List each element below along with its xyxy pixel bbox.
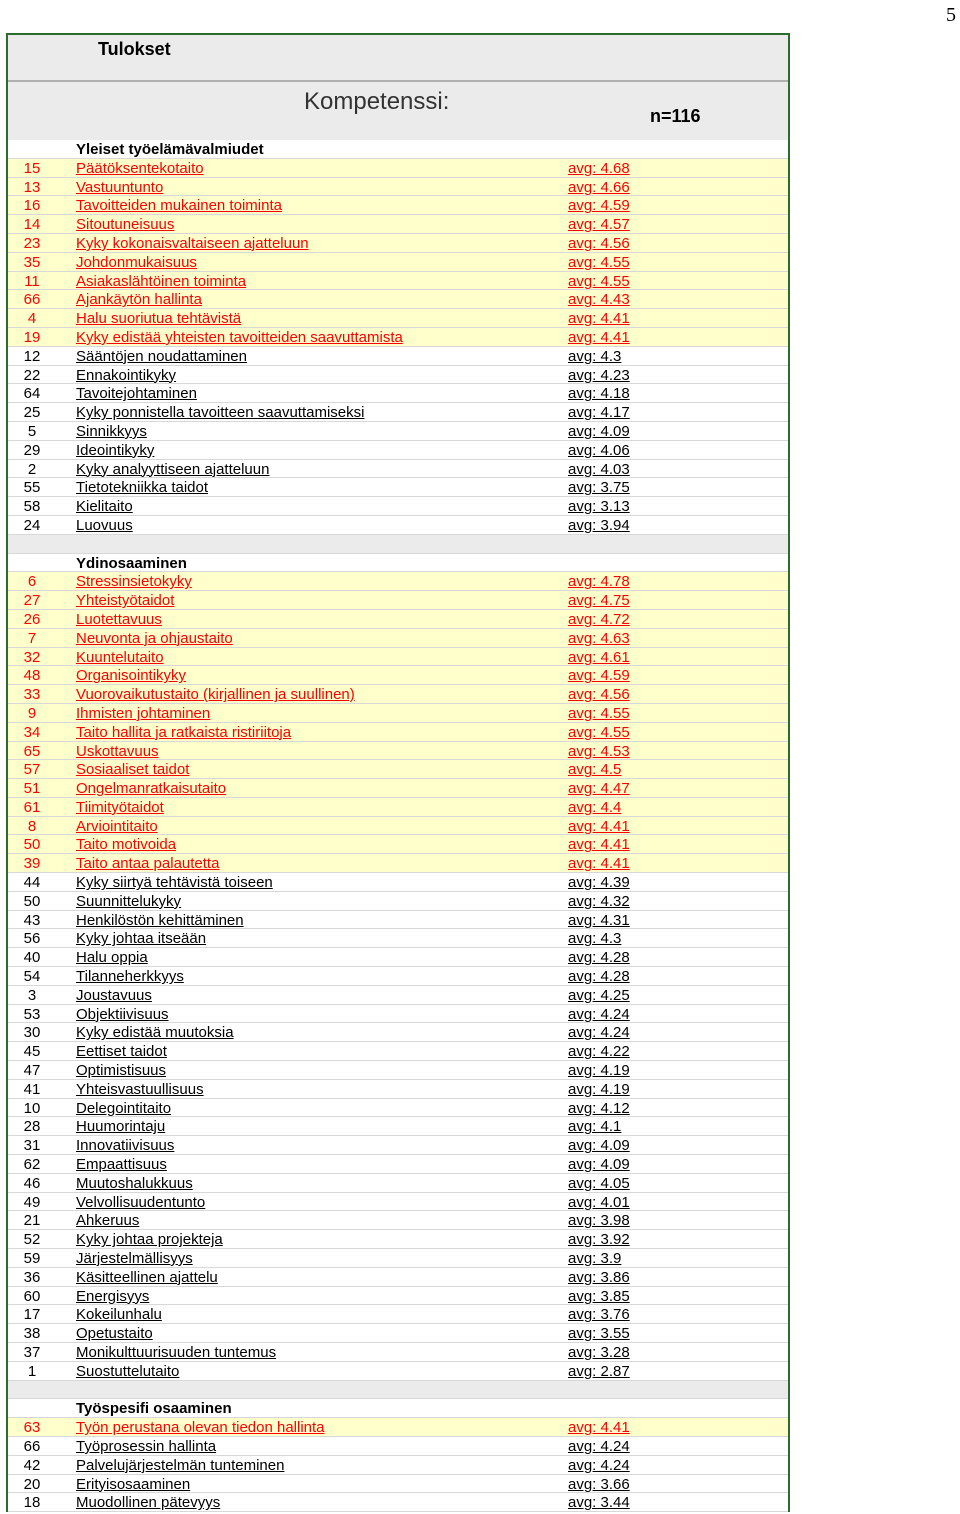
- competence-number: 42: [23, 1456, 41, 1474]
- competence-number: 60: [23, 1287, 41, 1305]
- competence-label: Yhteistyötaidot: [76, 592, 175, 610]
- competence-row: [8, 422, 788, 441]
- spacer-row: [8, 1381, 788, 1400]
- competence-number: 59: [23, 1250, 41, 1268]
- competence-row: [8, 760, 788, 779]
- competence-row: [8, 1080, 788, 1099]
- competence-number: 56: [23, 930, 41, 948]
- competence-average: avg: 4.55: [568, 723, 630, 741]
- competence-number: 2: [27, 460, 37, 478]
- competence-row: [8, 328, 788, 347]
- competence-row: [8, 1174, 788, 1193]
- competence-number: 1: [27, 1362, 37, 1380]
- competence-number: 34: [23, 723, 41, 741]
- competence-number: 62: [23, 1156, 41, 1174]
- competence-number: 27: [23, 592, 41, 610]
- competence-average: avg: 4.57: [568, 216, 630, 234]
- competence-row: [8, 366, 788, 385]
- competence-row: [8, 1418, 788, 1437]
- competence-row: [8, 1211, 788, 1230]
- competence-average: avg: 4.32: [568, 892, 630, 910]
- competence-number: 12: [23, 347, 41, 365]
- competence-average: avg: 3.9: [568, 1250, 622, 1268]
- competence-number: 14: [23, 216, 41, 234]
- competence-label: Kuuntelutaito: [76, 648, 164, 666]
- competence-number: 35: [23, 253, 41, 271]
- competence-average: avg: 4.1: [568, 1118, 622, 1136]
- competence-average: avg: 4.55: [568, 272, 630, 290]
- competence-average: avg: 4.24: [568, 1456, 630, 1474]
- competence-label: Kyky ponnistella tavoitteen saavuttamiseksi: [76, 404, 365, 422]
- competence-label: Energisyys: [76, 1287, 150, 1305]
- competence-average: avg: 4.03: [568, 460, 630, 478]
- competence-average: avg: 4.31: [568, 911, 630, 929]
- competence-row: [8, 967, 788, 986]
- competence-average: avg: 4.55: [568, 253, 630, 271]
- competence-number: 11: [24, 272, 40, 290]
- competence-number: 18: [23, 1494, 41, 1512]
- competence-label: Käsitteellinen ajattelu: [76, 1268, 218, 1286]
- competence-label: Ideointikyky: [76, 441, 155, 459]
- competence-label: Joustavuus: [76, 986, 152, 1004]
- competence-number: 63: [23, 1419, 41, 1437]
- competence-label: Suunnittelukyky: [76, 892, 182, 910]
- competence-average: avg: 4.23: [568, 366, 630, 384]
- competence-row: [8, 1343, 788, 1362]
- competence-label: Halu oppia: [76, 949, 148, 967]
- competence-number: 64: [23, 385, 41, 403]
- competence-number: 65: [23, 742, 41, 760]
- page-number: 5: [946, 4, 956, 26]
- competence-number: 61: [23, 798, 41, 816]
- competence-row: [8, 685, 788, 704]
- competence-average: avg: 4.09: [568, 1156, 630, 1174]
- competence-label: Kyky siirtyä tehtävistä toiseen: [76, 874, 273, 892]
- competence-row: [8, 1249, 788, 1268]
- competence-average: avg: 3.98: [568, 1212, 630, 1230]
- competence-label: Arviointitaito: [76, 817, 158, 835]
- competence-row: [8, 798, 788, 817]
- competence-label: Velvollisuudentunto: [76, 1193, 206, 1211]
- competence-number: 10: [23, 1099, 41, 1117]
- results-sheet: [6, 33, 790, 1512]
- competence-number: 9: [27, 704, 37, 722]
- competence-number: 15: [23, 159, 41, 177]
- competence-row: [8, 1005, 788, 1024]
- competence-row: [8, 1437, 788, 1456]
- competence-label: Muutoshalukkuus: [76, 1174, 193, 1192]
- competence-row: [8, 666, 788, 685]
- competence-label: Uskottavuus: [76, 742, 159, 760]
- competence-label: Päätöksentekotaito: [76, 159, 204, 177]
- competence-label: Kyky edistää muutoksia: [76, 1024, 234, 1042]
- competence-row: [8, 986, 788, 1005]
- competence-number: 23: [23, 234, 41, 252]
- competence-average: avg: 4.41: [568, 310, 630, 328]
- competence-number: 41: [23, 1080, 41, 1098]
- competence-row: [8, 1324, 788, 1343]
- competence-average: avg: 4.59: [568, 197, 630, 215]
- competence-average: avg: 4.75: [568, 592, 630, 610]
- competence-average: avg: 4.12: [568, 1099, 630, 1117]
- competence-average: avg: 4.17: [568, 404, 630, 422]
- competence-row: [8, 234, 788, 253]
- competence-label: Tiimityötaidot: [76, 798, 164, 816]
- competence-row: [8, 1061, 788, 1080]
- competence-row: [8, 648, 788, 667]
- competence-number: 26: [23, 610, 41, 628]
- competence-row: [8, 1117, 788, 1136]
- competence-average: avg: 4.4: [568, 798, 622, 816]
- section-heading-row: [8, 140, 788, 159]
- competence-average: avg: 4.28: [568, 968, 630, 986]
- competence-table: [8, 140, 788, 1512]
- competence-number: 66: [23, 291, 41, 309]
- competence-row: [8, 309, 788, 328]
- competence-label: Sääntöjen noudattaminen: [76, 347, 247, 365]
- competence-average: avg: 4.41: [568, 817, 630, 835]
- competence-row: [8, 572, 788, 591]
- competence-heading: Kompetenssi:: [304, 88, 450, 115]
- competence-average: avg: 3.86: [568, 1268, 630, 1286]
- competence-row: [8, 1475, 788, 1494]
- competence-number: 53: [23, 1005, 41, 1023]
- competence-average: avg: 4.43: [568, 291, 630, 309]
- competence-average: avg: 4.41: [568, 328, 630, 346]
- competence-number: 55: [23, 479, 41, 497]
- competence-average: avg: 4.06: [568, 441, 630, 459]
- section-heading-row: [8, 1399, 788, 1418]
- competence-row: [8, 892, 788, 911]
- competence-average: avg: 4.25: [568, 986, 630, 1004]
- competence-row: [8, 817, 788, 836]
- competence-average: avg: 3.92: [568, 1231, 630, 1249]
- competence-average: avg: 4.18: [568, 385, 630, 403]
- competence-label: Tietotekniikka taidot: [76, 479, 209, 497]
- competence-average: avg: 4.24: [568, 1005, 630, 1023]
- competence-average: avg: 3.66: [568, 1475, 630, 1493]
- competence-average: avg: 4.01: [568, 1193, 630, 1211]
- competence-number: 3: [27, 986, 37, 1004]
- competence-label: Tavoitejohtaminen: [76, 385, 197, 403]
- competence-average: avg: 4.28: [568, 949, 630, 967]
- competence-average: avg: 3.76: [568, 1306, 630, 1324]
- competence-number: 37: [23, 1344, 41, 1361]
- competence-row: [8, 290, 788, 309]
- title-row: [8, 35, 788, 82]
- competence-label: Henkilöstön kehittäminen: [76, 911, 244, 929]
- competence-row: [8, 1042, 788, 1061]
- competence-label: Työprosessin hallinta: [76, 1437, 217, 1455]
- competence-row: [8, 215, 788, 234]
- competence-row: [8, 1493, 788, 1512]
- competence-label: Optimistisuus: [76, 1062, 167, 1080]
- competence-label: Taito hallita ja ratkaista ristiriitoja: [76, 723, 292, 741]
- competence-average: avg: 3.28: [568, 1344, 630, 1361]
- competence-number: 7: [27, 629, 37, 647]
- competence-row: [8, 1287, 788, 1306]
- competence-number: 52: [23, 1231, 41, 1249]
- section-heading: Työspesifi osaaminen: [76, 1400, 232, 1418]
- competence-label: Kyky edistää yhteisten tavoitteiden saavuttamista: [76, 328, 403, 346]
- competence-row: [8, 253, 788, 272]
- competence-row: [8, 948, 788, 967]
- competence-number: 22: [23, 366, 41, 384]
- competence-label: Ennakointikyky: [76, 366, 177, 384]
- competence-number: 19: [23, 328, 41, 346]
- competence-row: [8, 629, 788, 648]
- competence-row: [8, 384, 788, 403]
- competence-label: Muodollinen pätevyys: [76, 1494, 221, 1512]
- sheet-title: Tulokset: [98, 39, 171, 59]
- competence-label: Luotettavuus: [76, 610, 162, 628]
- competence-average: avg: 3.75: [568, 479, 630, 497]
- competence-label: Eettiset taidot: [76, 1043, 167, 1061]
- competence-row: [8, 704, 788, 723]
- competence-row: [8, 1456, 788, 1475]
- competence-label: Stressinsietokyky: [76, 573, 192, 591]
- competence-label: Kyky kokonaisvaltaiseen ajatteluun: [76, 234, 309, 252]
- competence-average: avg: 4.41: [568, 1419, 630, 1437]
- competence-label: Järjestelmällisyys: [76, 1250, 193, 1268]
- competence-number: 29: [23, 441, 41, 459]
- competence-label: Asiakaslähtöinen toiminta: [76, 272, 247, 290]
- competence-number: 13: [23, 178, 41, 196]
- competence-row: [8, 1362, 788, 1381]
- competence-header-row: [8, 82, 788, 140]
- competence-label: Tavoitteiden mukainen toiminta: [76, 197, 282, 215]
- competence-average: avg: 3.44: [568, 1494, 630, 1512]
- competence-row: [8, 873, 788, 892]
- competence-average: avg: 4.63: [568, 629, 630, 647]
- competence-number: 16: [23, 197, 41, 215]
- competence-label: Organisointikyky: [76, 667, 187, 685]
- competence-label: Empaattisuus: [76, 1156, 167, 1174]
- competence-number: 43: [23, 911, 41, 929]
- section-heading: Yleiset työelämävalmiudet: [76, 141, 264, 158]
- competence-average: avg: 4.53: [568, 742, 630, 760]
- competence-label: Kyky johtaa projekteja: [76, 1231, 223, 1249]
- competence-number: 49: [23, 1193, 41, 1211]
- competence-number: 58: [23, 498, 41, 516]
- competence-label: Kielitaito: [76, 498, 133, 516]
- competence-label: Kyky analyyttiseen ajatteluun: [76, 460, 270, 478]
- competence-label: Ihmisten johtaminen: [76, 704, 211, 722]
- competence-number: 8: [27, 817, 37, 835]
- competence-average: avg: 4.68: [568, 159, 630, 177]
- competence-average: avg: 4.22: [568, 1043, 630, 1061]
- competence-row: [8, 779, 788, 798]
- competence-number: 24: [23, 516, 41, 534]
- competence-label: Sitoutuneisuus: [76, 216, 175, 234]
- competence-row: [8, 159, 788, 178]
- competence-row: [8, 516, 788, 535]
- competence-label: Ongelmanratkaisutaito: [76, 780, 227, 798]
- competence-average: avg: 4.39: [568, 874, 630, 892]
- competence-row: [8, 1023, 788, 1042]
- competence-average: avg: 4.78: [568, 573, 630, 591]
- competence-label: Luovuus: [76, 516, 133, 534]
- competence-number: 5: [27, 422, 37, 440]
- competence-number: 45: [23, 1043, 41, 1061]
- competence-row: [8, 178, 788, 197]
- competence-label: Opetustaito: [76, 1325, 153, 1343]
- competence-average: avg: 4.05: [568, 1174, 630, 1192]
- competence-number: 39: [23, 855, 41, 873]
- competence-label: Taito motivoida: [76, 836, 177, 854]
- competence-row: [8, 196, 788, 215]
- competence-average: avg: 4.61: [568, 648, 630, 666]
- competence-average: avg: 3.13: [568, 498, 630, 516]
- competence-label: Suostuttelutaito: [76, 1362, 180, 1380]
- competence-row: [8, 1136, 788, 1155]
- competence-number: 28: [23, 1118, 41, 1136]
- competence-row: [8, 441, 788, 460]
- competence-row: [8, 591, 788, 610]
- competence-row: [8, 610, 788, 629]
- competence-row: [8, 403, 788, 422]
- competence-label: Delegointitaito: [76, 1099, 172, 1117]
- competence-average: avg: 4.24: [568, 1024, 630, 1042]
- section-heading: Ydinosaaminen: [76, 554, 187, 572]
- competence-row: [8, 478, 788, 497]
- competence-row: [8, 1268, 788, 1287]
- competence-average: avg: 4.72: [568, 610, 630, 628]
- competence-label: Ahkeruus: [76, 1212, 140, 1230]
- competence-average: avg: 4.47: [568, 780, 630, 798]
- competence-average: avg: 4.41: [568, 836, 630, 854]
- competence-average: avg: 4.55: [568, 704, 630, 722]
- competence-average: avg: 3.55: [568, 1325, 630, 1343]
- competence-row: [8, 460, 788, 479]
- competence-label: Palvelujärjestelmän tunteminen: [76, 1456, 285, 1474]
- competence-number: 50: [23, 892, 41, 910]
- competence-label: Objektiivisuus: [76, 1005, 169, 1023]
- competence-label: Innovatiivisuus: [76, 1137, 175, 1155]
- competence-number: 30: [23, 1024, 41, 1042]
- competence-average: avg: 2.87: [568, 1362, 630, 1380]
- competence-average: avg: 4.56: [568, 686, 630, 704]
- competence-row: [8, 1305, 788, 1324]
- competence-row: [8, 929, 788, 948]
- competence-label: Taito antaa palautetta: [76, 855, 220, 873]
- competence-average: avg: 4.5: [568, 761, 622, 779]
- competence-label: Tilanneherkkyys: [76, 968, 184, 986]
- competence-row: [8, 854, 788, 873]
- spacer-row: [8, 535, 788, 554]
- competence-row: [8, 1193, 788, 1212]
- competence-average: avg: 4.09: [568, 422, 630, 440]
- competence-row: [8, 1099, 788, 1118]
- competence-average: avg: 3.94: [568, 516, 630, 534]
- competence-number: 40: [23, 949, 41, 967]
- competence-average: avg: 4.19: [568, 1080, 630, 1098]
- competence-average: avg: 4.41: [568, 855, 630, 873]
- competence-row: [8, 911, 788, 930]
- competence-label: Vastuuntunto: [76, 178, 164, 196]
- competence-average: avg: 4.59: [568, 667, 630, 685]
- competence-number: 32: [23, 648, 41, 666]
- section-heading-row: [8, 554, 788, 573]
- competence-number: 38: [23, 1325, 41, 1343]
- competence-number: 33: [23, 686, 41, 704]
- competence-row: [8, 742, 788, 761]
- competence-average: avg: 4.66: [568, 178, 630, 196]
- competence-average: avg: 4.24: [568, 1437, 630, 1455]
- competence-number: 66: [23, 1437, 41, 1455]
- competence-row: [8, 347, 788, 366]
- competence-label: Johdonmukaisuus: [76, 253, 197, 271]
- competence-number: 47: [23, 1062, 41, 1080]
- competence-number: 46: [23, 1174, 41, 1192]
- competence-average: avg: 4.3: [568, 347, 622, 365]
- competence-row: [8, 497, 788, 516]
- competence-row: [8, 272, 788, 291]
- competence-number: 51: [23, 780, 41, 798]
- competence-number: 21: [23, 1212, 41, 1230]
- competence-row: [8, 1155, 788, 1174]
- competence-number: 36: [23, 1268, 41, 1286]
- competence-label: Kokeilunhalu: [76, 1306, 162, 1324]
- competence-label: Yhteisvastuullisuus: [76, 1080, 204, 1098]
- competence-label: Kyky johtaa itseään: [76, 930, 207, 948]
- competence-row: [8, 723, 788, 742]
- competence-number: 54: [23, 968, 41, 986]
- competence-number: 48: [23, 667, 41, 685]
- competence-number: 4: [27, 310, 37, 328]
- competence-number: 6: [27, 573, 37, 591]
- competence-label: Sosiaaliset taidot: [76, 761, 190, 779]
- competence-average: avg: 4.09: [568, 1137, 630, 1155]
- competence-number: 57: [23, 761, 41, 779]
- competence-label: Huumorintaju: [76, 1118, 166, 1136]
- sample-size-label: n=116: [650, 106, 701, 126]
- competence-average: avg: 4.19: [568, 1062, 630, 1080]
- competence-label: Sinnikkyys: [76, 422, 147, 440]
- competence-label: Työn perustana olevan tiedon hallinta: [76, 1419, 325, 1437]
- competence-label: Ajankäytön hallinta: [76, 291, 202, 309]
- competence-number: 50: [23, 836, 41, 854]
- competence-average: avg: 4.56: [568, 234, 630, 252]
- competence-number: 25: [23, 404, 41, 422]
- competence-row: [8, 835, 788, 854]
- competence-row: [8, 1230, 788, 1249]
- competence-average: avg: 4.3: [568, 930, 622, 948]
- competence-label: Vuorovaikutustaito (kirjallinen ja suullinen): [76, 686, 355, 704]
- competence-number: 20: [23, 1475, 41, 1493]
- competence-label: Neuvonta ja ohjaustaito: [76, 629, 233, 647]
- competence-number: 31: [23, 1137, 41, 1155]
- competence-label: Halu suoriutua tehtävistä: [76, 310, 242, 328]
- competence-label: Erityisosaaminen: [76, 1475, 191, 1493]
- competence-number: 44: [23, 874, 41, 892]
- competence-number: 17: [23, 1306, 41, 1324]
- competence-label: Monikulttuurisuuden tuntemus: [76, 1344, 277, 1361]
- competence-average: avg: 3.85: [568, 1287, 630, 1305]
